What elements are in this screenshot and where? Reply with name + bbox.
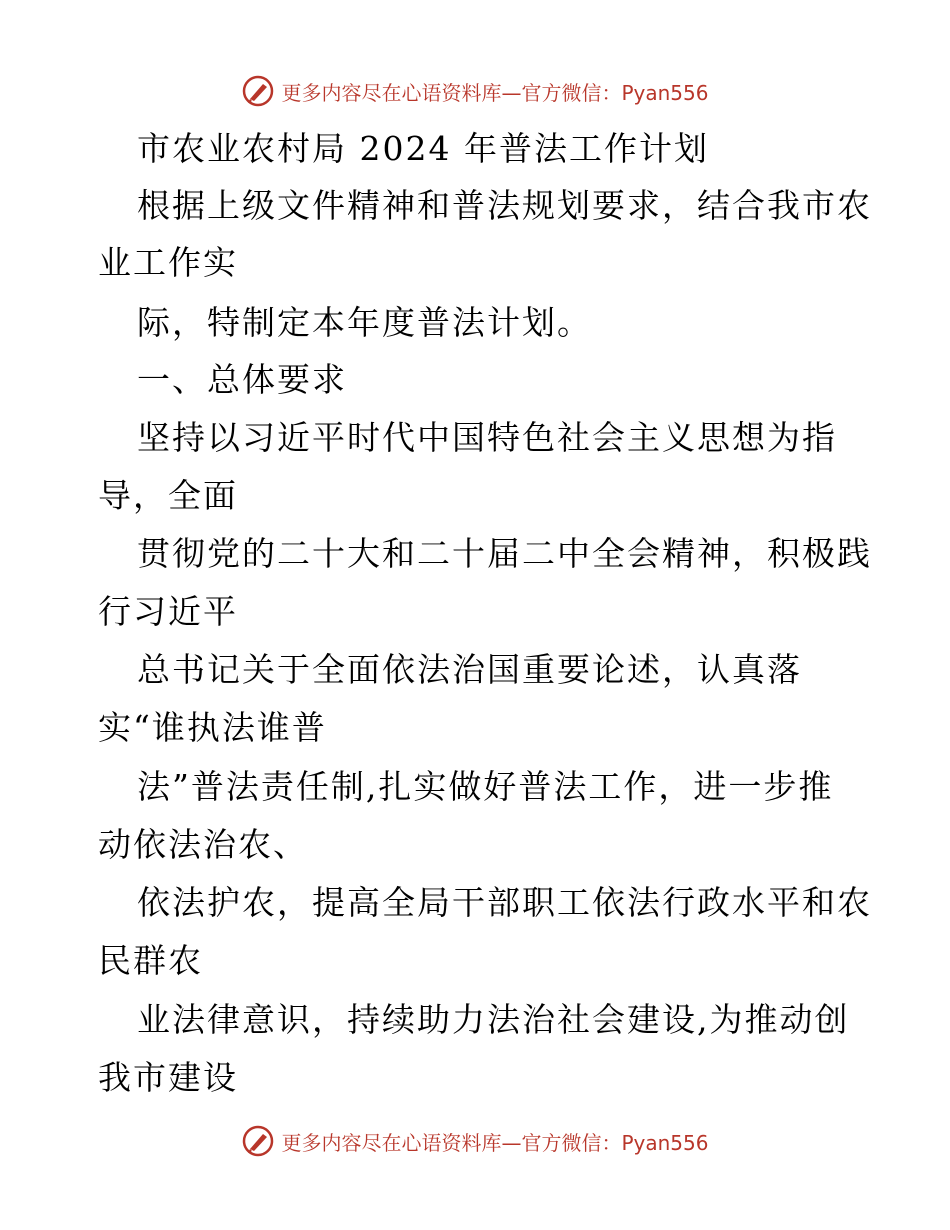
body-line: 民群农 xyxy=(98,941,203,980)
pen-logo-icon xyxy=(241,1124,275,1158)
watermark-text: 更多内容尽在心语资料库—官方微信：Pyan556 xyxy=(281,80,709,105)
watermark-text: 更多内容尽在心语资料库—官方微信：Pyan556 xyxy=(281,1130,709,1155)
body-line: 总书记关于全面依法治国重要论述，认真落 xyxy=(137,650,802,689)
body-line: 法”普法责任制,扎实做好普法工作，进一步推 xyxy=(137,767,834,806)
body-line: 导，全面 xyxy=(98,476,238,515)
watermark-footer xyxy=(0,1121,950,1161)
body-line: 际，特制定本年度普法计划。 xyxy=(137,303,592,342)
body-line: 业工作实 xyxy=(98,243,238,282)
body-line: 动依法治农、 xyxy=(98,825,308,864)
body-line: 实“谁执法谁普 xyxy=(98,708,327,747)
document-title: 市农业农村局 2024 年普法工作计划 xyxy=(137,129,709,168)
body-line: 我市建设 xyxy=(98,1058,238,1097)
body-line: 行习近平 xyxy=(98,592,238,631)
body-line: 根据上级文件精神和普法规划要求，结合我市农 xyxy=(137,186,872,225)
section-heading: 一、总体要求 xyxy=(137,360,347,399)
body-line: 坚持以习近平时代中国特色社会主义思想为指 xyxy=(137,418,837,457)
body-line: 业法律意识，持续助力法治社会建设,为推动创 xyxy=(137,1000,850,1039)
body-line: 贯彻党的二十大和二十届二中全会精神，积极践 xyxy=(137,534,872,573)
body-line: 依法护农，提高全局干部职工依法行政水平和农 xyxy=(137,883,872,922)
